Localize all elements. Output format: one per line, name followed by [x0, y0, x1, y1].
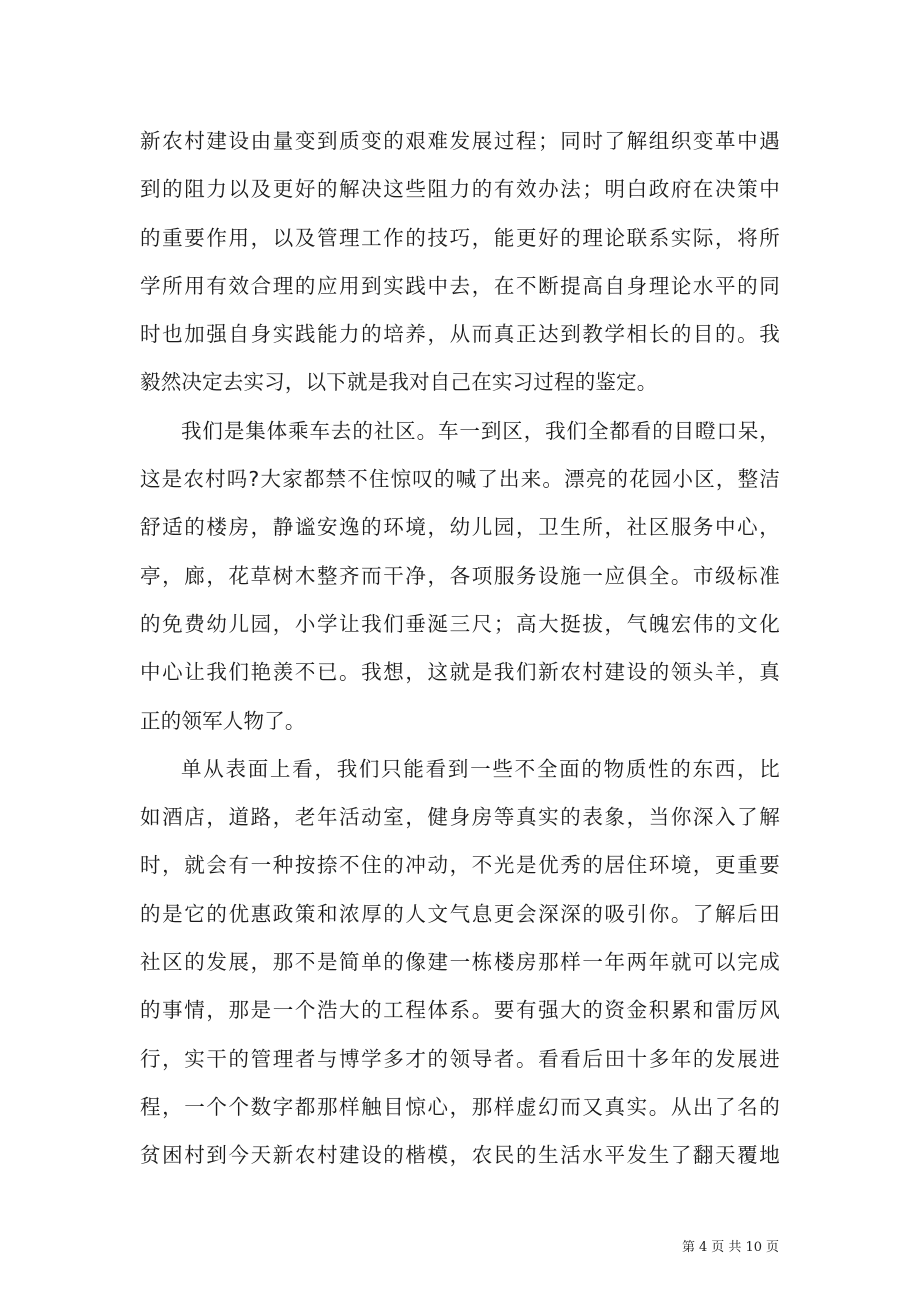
page-total: 10 — [745, 1240, 762, 1255]
text-line: 亭，廊，花草树木整齐而干净，各项服务设施一应俱全。市级标准 — [140, 563, 780, 588]
text-line: 学所用有效合理的应用到实践中去，在不断提高自身理论水平的同 — [140, 273, 780, 298]
text-line: 贫困村到今天新农村建设的楷模，农民的生活水平发生了翻天覆地 — [140, 1143, 780, 1168]
text-line: 的重要作用，以及管理工作的技巧，能更好的理论联系实际，将所 — [140, 225, 780, 250]
document-body — [140, 117, 780, 1180]
text-line: 时也加强自身实践能力的培养，从而真正达到教学相长的目的。我 — [140, 322, 780, 347]
text-line: 如酒店，道路，老年活动室，健身房等真实的表象，当你深入了解 — [140, 805, 780, 830]
page-number — [680, 1236, 781, 1255]
page-label-mid: 页 共 — [711, 1240, 742, 1255]
text-line: 时，就会有一种按捺不住的冲动，不光是优秀的居住环境，更重要 — [140, 853, 780, 878]
text-line: 这是农村吗?大家都禁不住惊叹的喊了出来。漂亮的花园小区，整洁 — [140, 467, 780, 492]
page-label-suffix: 页 — [765, 1240, 779, 1255]
paragraph-start-line: 我们是集体乘车去的社区。车一到区，我们全都看的目瞪口呆， — [181, 418, 780, 443]
text-line: 舒适的楼房，静谧安逸的环境，幼儿园，卫生所，社区服务中心， — [140, 515, 780, 540]
page-current: 4 — [699, 1240, 708, 1255]
paragraph-start-line: 单从表面上看，我们只能看到一些不全面的物质性的东西，比 — [181, 756, 780, 781]
page-label-prefix: 第 — [682, 1240, 696, 1255]
text-line: 程，一个个数字都那样触目惊心，那样虚幻而又真实。从出了名的 — [140, 1094, 780, 1119]
text-line: 到的阻力以及更好的解决这些阻力的有效办法；明白政府在决策中 — [140, 177, 780, 202]
text-line: 新农村建设由量变到质变的艰难发展过程；同时了解组织变革中遇 — [140, 129, 780, 153]
text-line: 正的领军人物了。 — [140, 708, 306, 733]
text-line: 社区的发展，那不是简单的像建一栋楼房那样一年两年就可以完成 — [140, 950, 780, 975]
text-line: 中心让我们艳羡不已。我想，这就是我们新农村建设的领头羊，真 — [140, 660, 780, 685]
text-line: 的事情，那是一个浩大的工程体系。要有强大的资金积累和雷厉风 — [140, 998, 780, 1023]
text-line: 毅然决定去实习，以下就是我对自己在实习过程的鉴定。 — [140, 370, 658, 395]
text-line: 的是它的优惠政策和浓厚的人文气息更会深深的吸引你。了解后田 — [140, 901, 780, 926]
text-line: 行，实干的管理者与博学多才的领导者。看看后田十多年的发展进 — [140, 1046, 780, 1071]
text-line: 的免费幼儿园，小学让我们垂涎三尺；高大挺拔，气魄宏伟的文化 — [140, 611, 780, 636]
